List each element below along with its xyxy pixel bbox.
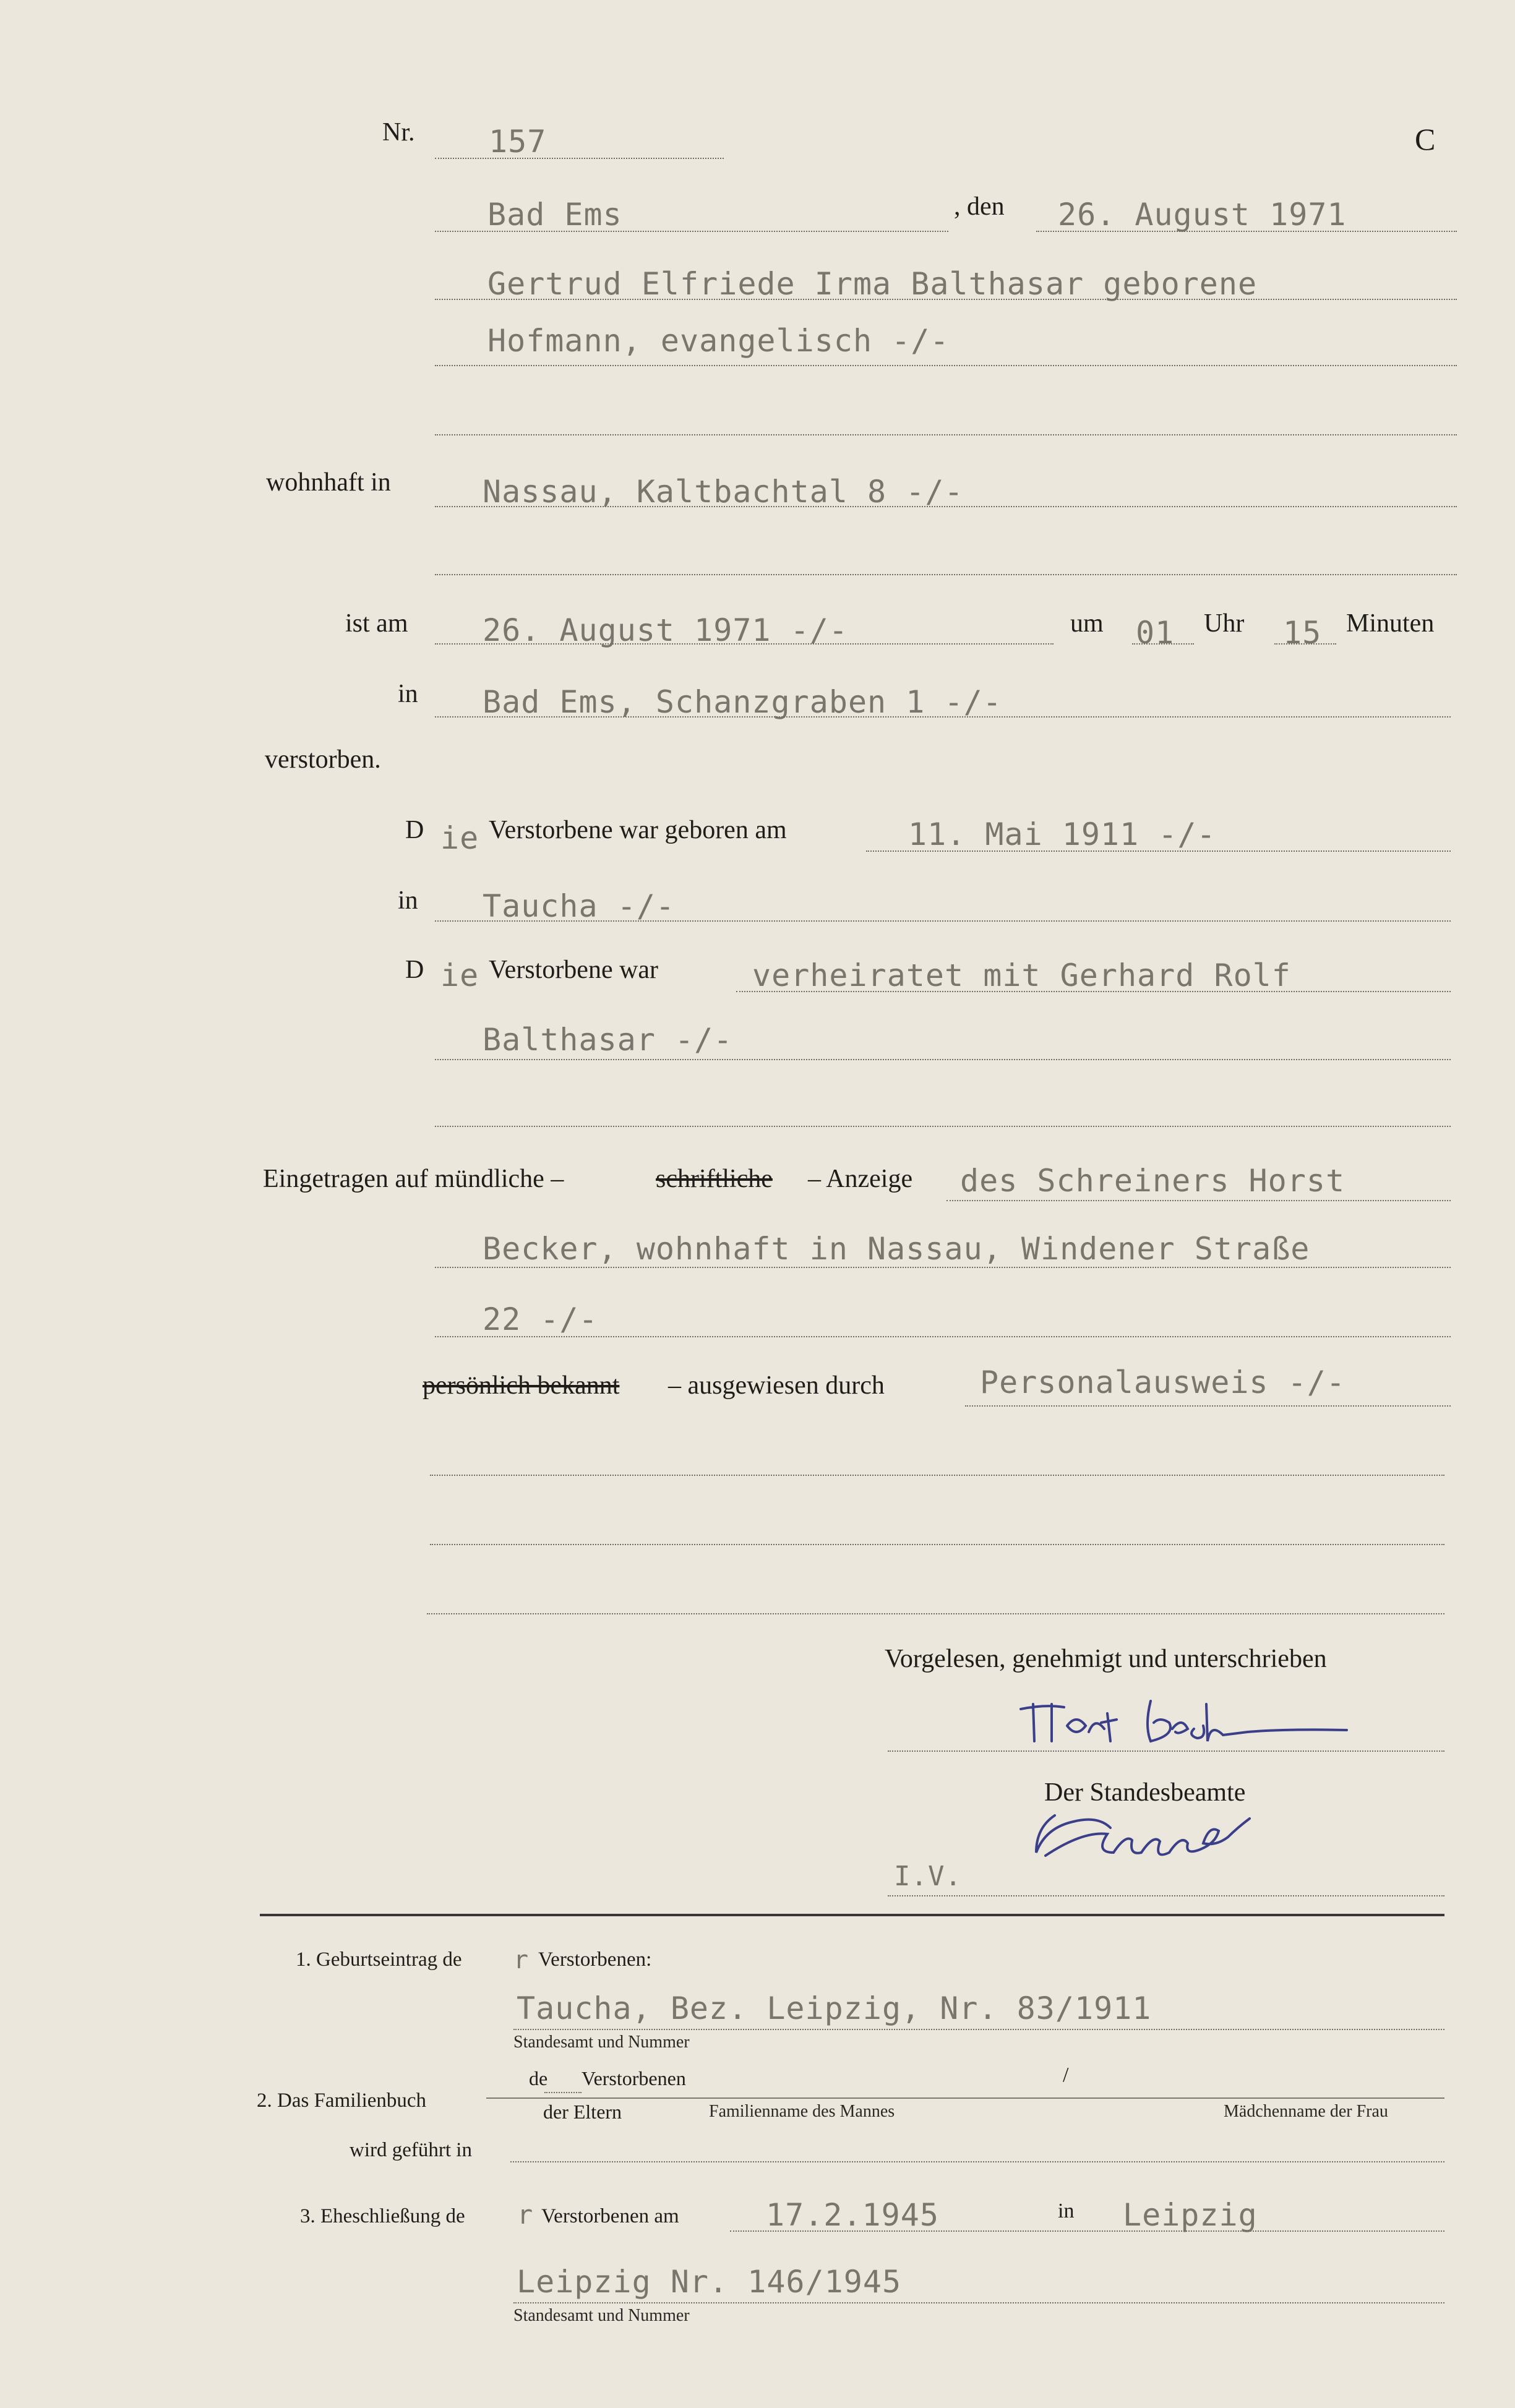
footer-separator xyxy=(260,1914,1444,1916)
birth-d-suffix: ie xyxy=(440,820,479,856)
item1-label-a: 1. Geburtseintrag de xyxy=(296,1948,462,1971)
iv-label: I.V. xyxy=(894,1861,962,1892)
item3-label-b: Verstorbenen am xyxy=(541,2205,679,2227)
verstorben-label: verstorben. xyxy=(265,745,381,774)
registrar-signature-line xyxy=(888,1895,1444,1896)
ist-am-label: ist am xyxy=(345,609,408,638)
marital-line2-value: Balthasar -/- xyxy=(483,1022,733,1058)
marital-d-prefix: D xyxy=(405,956,424,984)
date-value: 26. August 1971 xyxy=(1058,197,1347,233)
known-rest: – ausgewiesen durch xyxy=(668,1371,885,1400)
marital-d-suffix: ie xyxy=(440,958,479,993)
marital-line3 xyxy=(435,1126,1451,1127)
blank-line3 xyxy=(427,1613,1444,1614)
den-label: , den xyxy=(954,192,1005,221)
marital-line1 xyxy=(736,991,1451,992)
item2-wird: wird geführt in xyxy=(350,2139,472,2161)
marital-label: Verstorbene war xyxy=(489,956,659,984)
residence-value: Nassau, Kaltbachtal 8 -/- xyxy=(483,474,964,510)
death-in-label: in xyxy=(398,680,418,708)
residence-line2 xyxy=(435,574,1457,575)
name-line2 xyxy=(435,365,1457,366)
death-date-value: 26. August 1971 -/- xyxy=(483,612,848,648)
report-line2-value: Becker, wohnhaft in Nassau, Windener Straße xyxy=(483,1231,1310,1267)
item2-verstorbenen: Verstorbenen xyxy=(582,2067,686,2089)
marital-line1-value: verheiratet mit Gerhard Rolf xyxy=(752,958,1291,993)
informant-signature xyxy=(1008,1692,1373,1753)
death-place-line xyxy=(435,716,1451,718)
id-document-value: Personalausweis -/- xyxy=(980,1365,1345,1400)
report-line3 xyxy=(435,1336,1451,1337)
report-label-end: – Anzeige xyxy=(808,1165,913,1193)
item3-line xyxy=(730,2230,1444,2232)
item3-value: Leipzig Nr. 146/1945 xyxy=(517,2264,902,2300)
item3-place-value: Leipzig xyxy=(1123,2197,1258,2233)
birth-label: Verstorbene war geboren am xyxy=(489,816,787,844)
nr-label: Nr. xyxy=(382,118,415,147)
hour-line xyxy=(1132,643,1194,645)
birth-place-line xyxy=(435,920,1451,922)
report-line1-value: des Schreiners Horst xyxy=(960,1163,1345,1199)
item3-label-r: r xyxy=(517,2200,534,2230)
item1-label-b: Verstorbenen: xyxy=(538,1948,652,1971)
item2-wird-line xyxy=(510,2161,1444,2162)
read-approved-text: Vorgelesen, genehmigt und unterschrieben xyxy=(885,1645,1327,1673)
residence-line1 xyxy=(435,506,1457,507)
death-hour-value: 01 xyxy=(1136,615,1175,651)
item3-label-a: 3. Eheschließung de xyxy=(300,2205,465,2227)
place-line xyxy=(435,231,948,232)
register-letter: C xyxy=(1415,122,1436,156)
report-label-struck: schriftliche xyxy=(656,1165,773,1193)
deceased-name-line2: Hofmann, evangelisch -/- xyxy=(487,323,950,359)
birth-date-value: 11. Mai 1911 -/- xyxy=(908,816,1216,852)
um-label: um xyxy=(1070,609,1104,638)
item3-date-value: 17.2.1945 xyxy=(766,2197,939,2233)
name-line3 xyxy=(435,434,1457,435)
item2-de-line xyxy=(544,2092,582,2093)
item3-caption: Standesamt und Nummer xyxy=(513,2306,690,2325)
uhr-label: Uhr xyxy=(1204,609,1245,638)
informant-signature-line xyxy=(888,1750,1444,1752)
blank-line1 xyxy=(430,1475,1444,1476)
item2-caption-husband: Familienname des Mannes xyxy=(709,2102,895,2121)
report-label-start: Eingetragen auf mündliche – xyxy=(263,1165,564,1193)
nr-line xyxy=(435,158,724,159)
item3-registry-line xyxy=(513,2302,1444,2303)
item2-label: 2. Das Familienbuch xyxy=(257,2089,427,2112)
item2-caption-wife: Mädchenname der Frau xyxy=(1224,2102,1388,2121)
item2-eltern: der Eltern xyxy=(543,2101,622,2123)
report-line3-value: 22 -/- xyxy=(483,1301,598,1337)
birth-in-label: in xyxy=(398,886,418,915)
item2-line xyxy=(486,2097,1444,2099)
place-value: Bad Ems xyxy=(487,197,622,233)
id-document-line xyxy=(965,1405,1451,1407)
registrar-signature xyxy=(996,1769,1398,1889)
birth-d-prefix: D xyxy=(405,816,424,844)
minuten-label: Minuten xyxy=(1346,609,1435,638)
item2-de: de xyxy=(529,2067,548,2089)
minutes-line xyxy=(1274,643,1336,645)
item2-slash: / xyxy=(1063,2063,1069,2086)
birth-place-value: Taucha -/- xyxy=(483,888,676,924)
date-line xyxy=(1036,231,1457,232)
residence-label: wohnhaft in xyxy=(266,468,391,497)
blank-line2 xyxy=(430,1544,1444,1545)
marital-line2 xyxy=(435,1059,1451,1060)
nr-value: 157 xyxy=(489,124,547,160)
item1-caption: Standesamt und Nummer xyxy=(513,2033,690,2052)
birth-date-line xyxy=(866,851,1451,852)
report-line2 xyxy=(435,1267,1451,1268)
item3-in-label: in xyxy=(1058,2200,1075,2222)
report-line1 xyxy=(946,1200,1451,1201)
known-struck: persönlich bekannt xyxy=(423,1371,620,1400)
deceased-name-line1: Gertrud Elfriede Irma Balthasar geborene xyxy=(487,266,1258,302)
item1-line xyxy=(513,2029,1444,2030)
item1-value: Taucha, Bez. Leipzig, Nr. 83/1911 xyxy=(517,1990,1152,2026)
registrar-label: Der Standesbeamte xyxy=(1044,1778,1246,1807)
death-minutes-value: 15 xyxy=(1283,615,1322,651)
death-date-line xyxy=(435,643,1054,645)
name-line1 xyxy=(435,299,1457,300)
item1-label-r: r xyxy=(513,1946,530,1974)
death-place-value: Bad Ems, Schanzgraben 1 -/- xyxy=(483,684,1002,720)
